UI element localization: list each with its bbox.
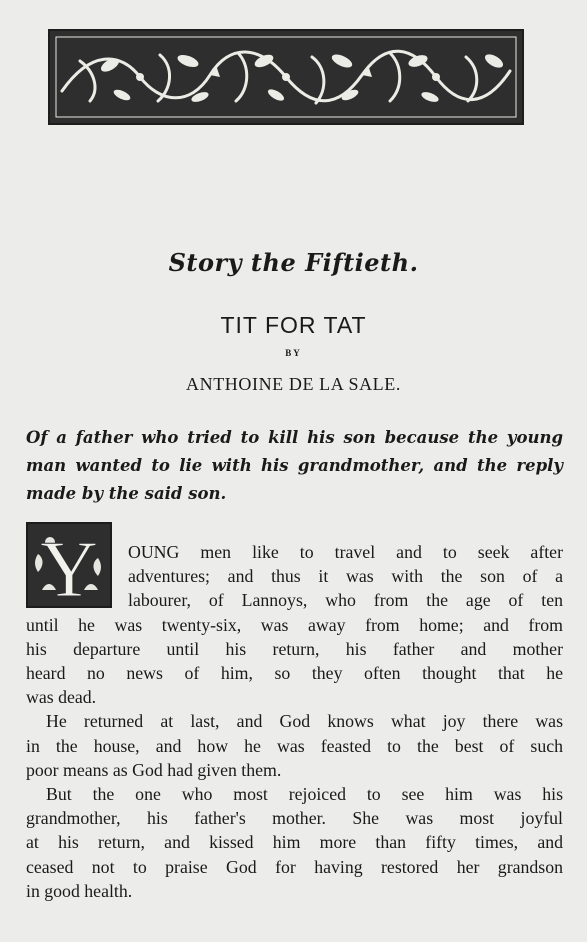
story-title: TIT FOR TAT (220, 312, 367, 338)
text-line: But the one who most rejoiced to see him was his (46, 784, 563, 805)
text-line: poor means as God had given them. (26, 759, 282, 780)
text-line: until he was twenty-six, was away from home; and from (26, 614, 563, 635)
text-line: his departure until his return, his father and mother (26, 638, 563, 659)
text-line: in good health. (26, 880, 133, 901)
story-summary: Of a father who tried to kill his son because the young man wanted to lie with his grandmother, and the reply made by the said son. (26, 428, 563, 503)
text-line: He returned at last, and God knows what joy there was (46, 711, 563, 732)
text-line: in the house, and how he was feasted to the best of such (26, 735, 563, 756)
author-name: ANTHOINE DE LA SALE. (186, 374, 401, 394)
text-line: at his return, and kissed him more than fifty times, and (26, 832, 563, 853)
story-heading: Story the Fiftieth. (168, 248, 419, 277)
text-line: grandmother, his father's mother. She was most joyful (26, 808, 563, 829)
ornamental-header-banner (48, 29, 524, 125)
story-body (26, 540, 563, 903)
text-line: heard no news of him, so they often thought that he (26, 663, 563, 684)
floral-scroll-ornament (50, 31, 522, 123)
text-line: was dead. (26, 687, 97, 708)
drop-cap-letter: Y (40, 526, 98, 606)
text-line: labourer, of Lannoys, who from the age of ten (128, 590, 563, 611)
text-line: OUNG men like to travel and to seek after (128, 542, 563, 562)
by-label: BY (285, 348, 302, 358)
text-line: adventures; and thus it was with the son of a (128, 566, 563, 587)
text-line: ceased not to praise God for having restored her grandson (26, 856, 563, 877)
